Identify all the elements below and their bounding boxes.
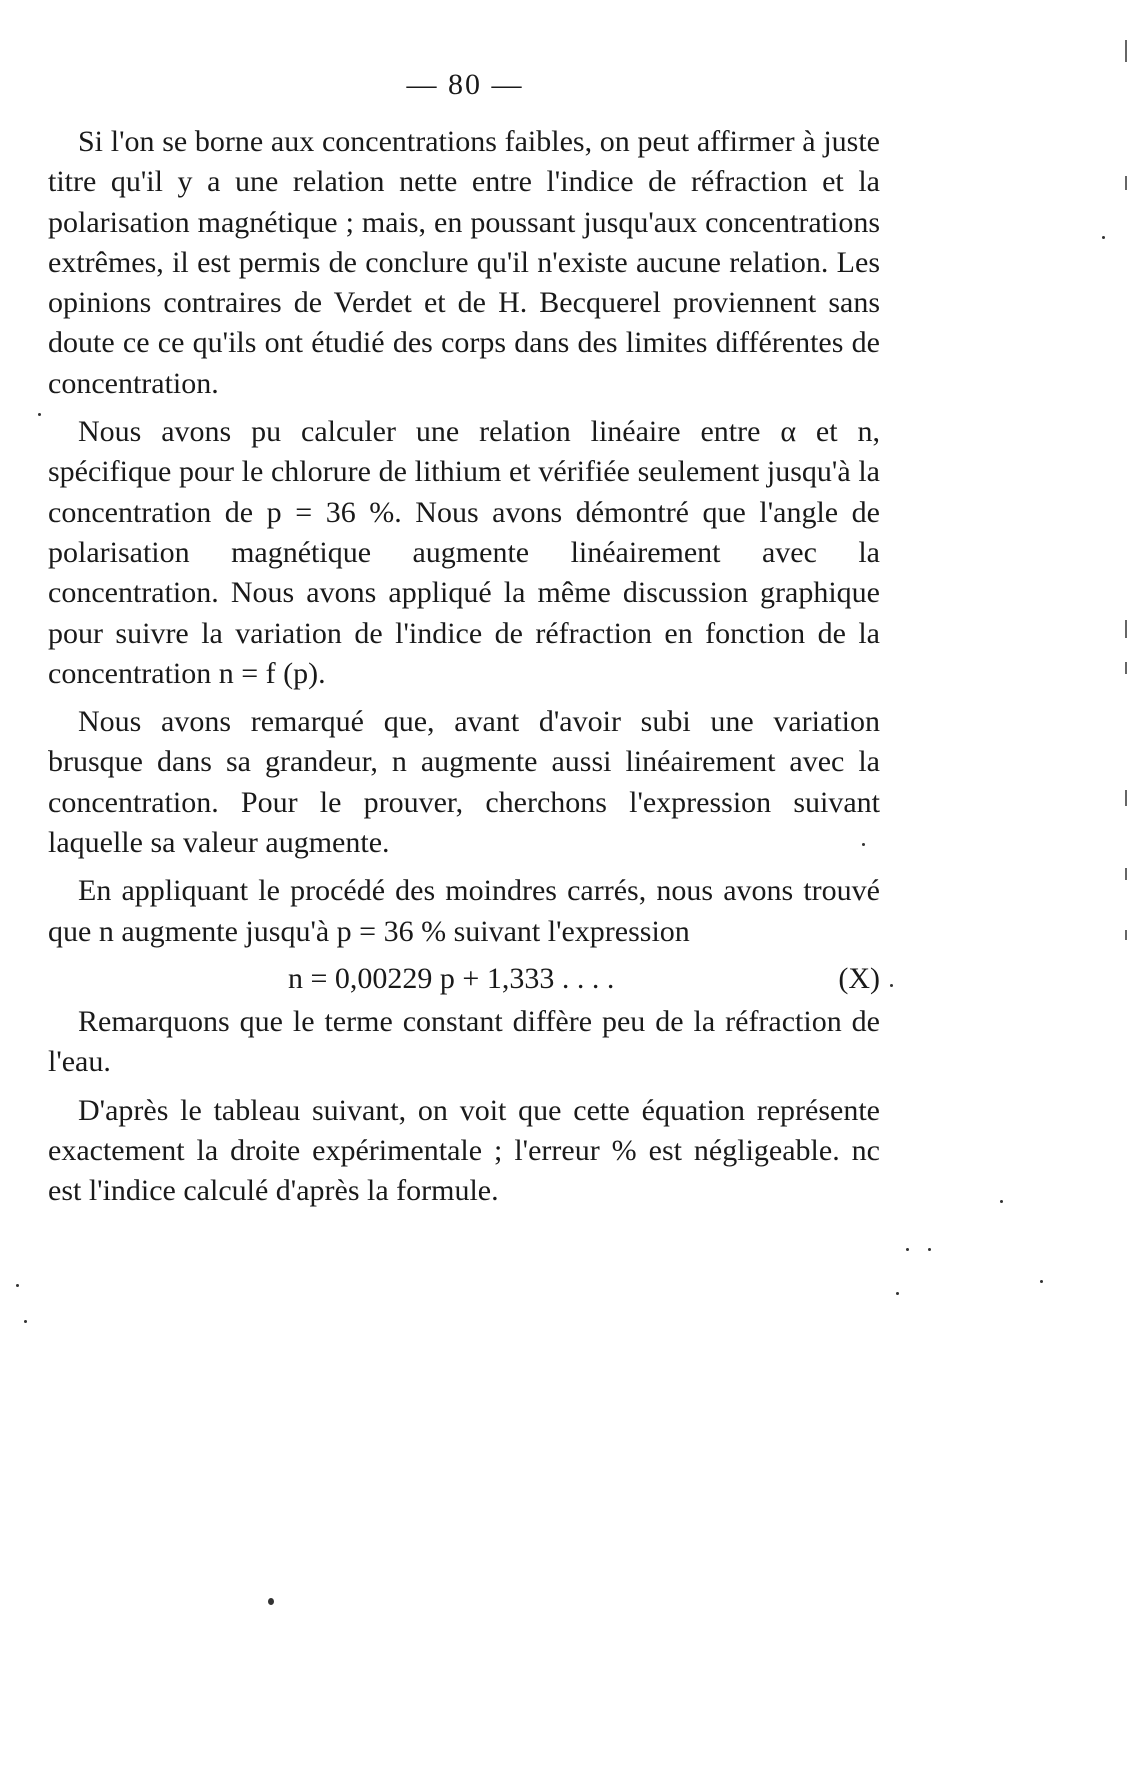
equation-x xyxy=(48,958,880,1000)
scan-speck xyxy=(24,1320,27,1323)
paragraph-3: Nous avons remarqué que, avant d'avoir subi une variation brusque dans sa grandeur, n augmente aussi linéairement avec la concentration. Pour le prouver, cherchons l'expression suivant laquelle sa valeur augmente. xyxy=(48,705,880,860)
scan-edge-mark xyxy=(1125,662,1127,674)
scan-speck xyxy=(1040,1280,1043,1283)
paragraph-4: En appliquant le procédé des moindres carrés, nous avons trouvé que n augmente jusqu'à p = 36 % suivant l'expression xyxy=(48,874,880,948)
scan-edge-mark xyxy=(1125,176,1127,190)
paragraph-2: Nous avons pu calculer une relation linéaire entre α et n, spécifique pour le chlorure de lithium et vérifiée seulement jusqu'à la concentration de p = 36 %. Nous avons démontré que l'angle de polarisation magnétique augmente linéairement avec la concentration. Nous avons appliqué la même discussion graphique pour suivre la variation de l'indice de réfraction en fonction de la concentration n = f (p). xyxy=(48,415,880,690)
scan-speck xyxy=(268,1598,274,1605)
body-text xyxy=(48,122,880,1219)
paragraph-1: Si l'on se borne aux concentrations faibles, on peut affirmer à juste titre qu'il y a une relation nette entre l'indice de réfraction et la polarisation magnétique ; mais, en poussant jusqu'aux concentrations extrêmes, il est permis de conclure qu'il n'existe aucune relation. Les opinions contraires de Verdet et de H. Becquerel proviennent sans doute ce ce qu'ils ont étudié des corps dans des limites différentes de concentration. xyxy=(48,125,880,400)
scan-speck xyxy=(928,1248,931,1251)
scan-speck xyxy=(38,413,41,416)
scan-speck xyxy=(1102,236,1105,239)
paragraph-5: Remarquons que le terme constant diffère peu de la réfraction de l'eau. xyxy=(48,1004,880,1079)
scan-speck xyxy=(896,1292,899,1295)
paragraph-6: D'après le tableau suivant, on voit que cette équation représente exactement la droite expérimentale ; l'erreur % est négligeable. nc est l'indice calculé d'après la formule. xyxy=(48,1093,880,1208)
equation-formula: n = 0,00229 p + 1,333 . . . . xyxy=(288,961,615,995)
scan-speck xyxy=(1000,1200,1003,1203)
page-number: — 80 — xyxy=(406,68,524,101)
scan-speck xyxy=(890,984,893,987)
scan-edge-mark xyxy=(1125,930,1127,940)
scan-edge-mark xyxy=(1125,790,1127,806)
scan-speck xyxy=(906,1248,909,1251)
scan-speck xyxy=(862,843,865,846)
scan-edge-mark xyxy=(1125,620,1127,638)
equation-label: (X) xyxy=(838,961,880,995)
scan-edge-mark xyxy=(1125,40,1127,62)
scan-edge-mark xyxy=(1125,868,1127,880)
scan-speck xyxy=(16,1284,19,1287)
